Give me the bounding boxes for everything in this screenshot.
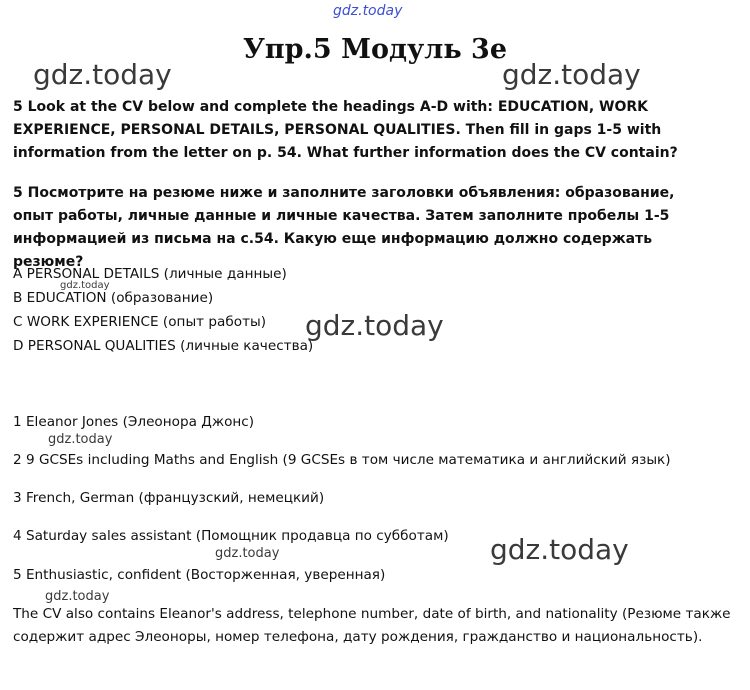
answer-4: 4 Saturday sales assistant (Помощник продавца по субботам) (13, 528, 449, 544)
watermark-right-header: gdz.today (502, 58, 641, 91)
watermark-middle: gdz.today (305, 309, 444, 342)
conclusion: The CV also contains Eleanor's address, telephone number, date of birth, and nationality (Резюме также содержит адрес Элеоноры, номер телефона, дату рождения, гражданство и национальность). (13, 606, 731, 645)
page-title: Упр.5 Модуль 3е (242, 34, 508, 65)
watermark-big-4: gdz.today (490, 533, 629, 566)
heading-c: C WORK EXPERIENCE (опыт работы) (13, 314, 267, 330)
watermark-small-5: gdz.today (45, 589, 110, 604)
heading-a: A PERSONAL DETAILS (личные данные) (13, 266, 287, 282)
heading-d: D PERSONAL QUALITIES (личные качества) (13, 338, 314, 354)
answer-2: 2 9 GCSEs including Maths and English (9 GCSEs в том числе математика и английский язык) (13, 452, 671, 468)
answer-1: 1 Eleanor Jones (Элеонора Джонс) (13, 414, 255, 430)
task-english: 5 Look at the CV below and complete the headings A-D with: EDUCATION, WORK EXPERIENCE, PERSONAL DETAILS, PERSONAL QUALITIES. Then fill in gaps 1-5 with information from the letter on p. 54. What further information does the CV contain? (13, 99, 678, 161)
watermark-small-4: gdz.today (215, 546, 280, 561)
task-russian: 5 Посмотрите на резюме ниже и заполните заголовки объявления: образование, опыт работы, личные данные и личные качества. Затем заполните пробелы 1-5 информацией из письма на с.54. Какую еще информацию должно содержать резюме? (13, 185, 675, 270)
answer-5: 5 Enthusiastic, confident (Восторженная, уверенная) (13, 567, 386, 583)
watermark-top: gdz.today (333, 3, 403, 19)
watermark-tiny-a: gdz.today (60, 280, 110, 291)
watermark-left-header: gdz.today (33, 58, 172, 91)
heading-b: B EDUCATION (образование) (13, 290, 214, 306)
watermark-small-1: gdz.today (48, 432, 113, 447)
answer-3: 3 French, German (французский, немецкий) (13, 490, 325, 506)
